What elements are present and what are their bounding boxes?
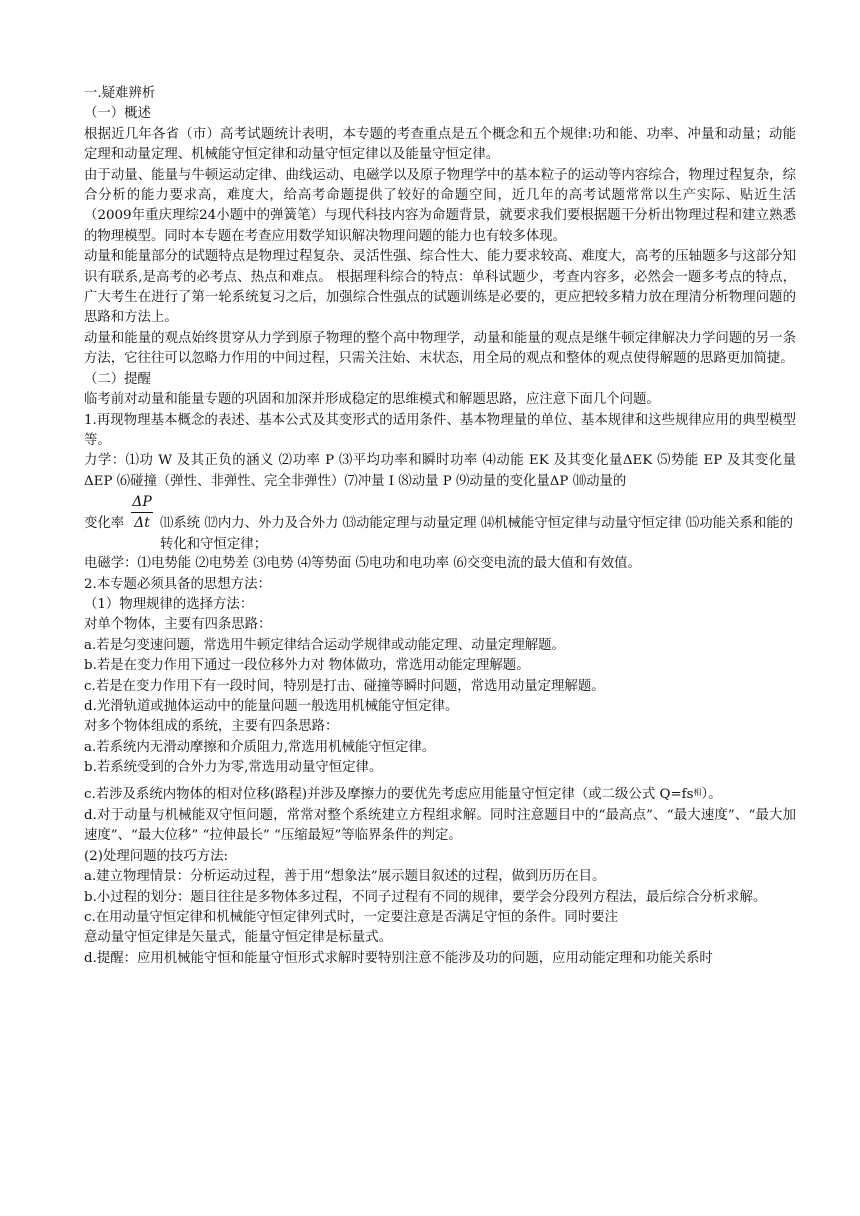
subscript: 相 (693, 787, 702, 797)
list-item: b.若系统受到的合外力为零,常选用动量守恒定律。 (84, 760, 383, 776)
paragraph: 由于动量、能量与牛顿运动定律、曲线运动、电磁学以及原子物理学中的基本粒子的运动等内容综合，物理过程复杂，综合分析的能力要求高，难度大，给高考命题提供了较好的命题空间，近几年的高考试题常常以生产实际、贴近生活（2009年重庆理综24小题中的弹簧笔）与现代科技内容为命题背景，就要求我们要根据题干分析出物理过程和建立熟悉的物理模型。同时本专题在考查应用数学知识解决物理问题的能力也有较多体现。 (84, 167, 796, 244)
document-page (84, 84, 796, 969)
list-item: a.建立物理情景：分析运动过程，善于用“想象法”展示题目叙述的过程，做到历历在目。 (84, 869, 606, 885)
paragraph: 临考前对动量和能量专题的巩固和加深并形成稳定的思维模式和解题思路，应注意下面几个问题。 (84, 392, 660, 408)
list-item: a.若系统内无滑动摩擦和介质阻力,常选用机械能守恒定律。 (84, 739, 436, 755)
paragraph: （1）物理规律的选择方法： (84, 596, 254, 612)
paragraph-electromagnetism: 电磁学：⑴电势能 ⑵电势差 ⑶电势 ⑷等势面 ⑸电功和电功率 ⑹交变电流的最大值和有效值。 (84, 556, 641, 572)
paragraph: (2)处理问题的技巧方法: (84, 848, 228, 864)
list-item: a.若是匀变速问题，常选用牛顿定律结合运动学规律或动能定理、动量定理解题。 (84, 637, 565, 653)
list-item: d.对于动量与机械能双守恒问题，常常对整个系统建立方程组求解。同时注意题目中的“最高点”、“最大速度”、“最大加速度”、“最大位移” “拉伸最长” “压缩最短”等临界条件的判定。 (84, 808, 796, 844)
paragraph: 1.再现物理基本概念的表述、基本公式及其变形式的适用条件、基本物理量的单位、基本规律和这些规律应用的典型模型等。 (84, 412, 796, 448)
paragraph: 2.本专题必须具备的思想方法： (84, 576, 271, 592)
text-fragment: 变化率 (84, 516, 125, 532)
list-item: c.在用动量守恒定律和机械能守恒定律列式时，一定要注意是否满足守恒的条件。同时要注 (84, 910, 618, 926)
list-item: c.若是在变力作用下有一段时间，特别是打击、碰撞等瞬时问题，常选用动量定理解题。 (84, 678, 605, 694)
paragraph: 动量和能量部分的试题特点是物理过程复杂、灵活性强、综合性大、能力要求较高、难度大，高考的压轴题多与这部分知识有联系,是高考的必考点、热点和难点。 根据理科综合的特点：单科试题少，考查内容多，必然会一题多考点的特点，广大考生在进行了第一轮系统复习之后，加强综合性强点的试题训练是必要的，更应把较多精力放在理清分析物理问题的思路和方法上。 (84, 249, 796, 326)
list-item: 意动量守恒定律是矢量式，能量守恒定律是标量式。 (84, 930, 392, 946)
list-item: d.光滑轨道或抛体运动中的能量问题一般选用机械能守恒定律。 (84, 698, 459, 714)
paragraph: 根据近几年各省（市）高考试题统计表明，本专题的考查重点是五个概念和五个规律:功和能、功率、冲量和动量；动能定理和动量定理、机械能守恒定律和动量守恒定律以及能量守恒定律。 (84, 126, 796, 163)
paragraph-mechanics: 力学：⑴功 W 及其正负的涵义 ⑵功率 P ⑶平均功率和瞬时功率 ⑷动能 EK 及其变化量ΔEK ⑸势能 EP 及其变化量ΔEP ⑹碰撞（弹性、非弹性、完全非弹性）⑺冲量 I ⑻动量 P ⑼动量的变化量ΔP ⑽动量的 (84, 453, 796, 489)
list-item: d.提醒：应用机械能守恒和能量守恒形式求解时要特别注意不能涉及功的问题，应用动能定理和功能关系时 (84, 950, 713, 966)
subsection-heading-reminder: （二）提醒 (84, 371, 151, 387)
list-item (84, 785, 796, 806)
fraction-line (84, 492, 796, 552)
text-fragment: ⑾系统 ⑿内力、外力及合外力 ⒀动能定理与动量定理 ⒁机械能守恒定律与动量守恒定律 ⒂功能关系和能的转化和守恒定律； (160, 516, 793, 552)
text-fragment: c.若涉及系统内物体的相对位移(路程)并涉及摩擦力的要优先考虑应用能量守恒定律（或二级公式 Q=fs (84, 786, 694, 802)
fraction-numerator: ΔP (132, 494, 152, 511)
fraction-delta-p-over-delta-t (130, 492, 154, 533)
subsection-heading-overview: （一）概述 (84, 106, 151, 122)
fraction-denominator: Δt (134, 515, 150, 532)
section-heading: 一.疑难辨析 (84, 86, 156, 101)
paragraph: 动量和能量的观点始终贯穿从力学到原子物理的整个高中物理学，动量和能量的观点是继牛顿定律解决力学问题的另一条方法，它往往可以忽略力作用的中间过程，只需关注始、末状态，用全局的观点和整体的观点使得解题的思路更加简捷。 (84, 330, 796, 367)
paragraph: 对多个物体组成的系统，主要有四条思路： (84, 719, 339, 735)
paragraph: 对单个物体，主要有四条思路： (84, 617, 272, 633)
list-item: b.小过程的划分：题目往往是多物体多过程，不同子过程有不同的规律，要学会分段列方程法，最后综合分析求解。 (84, 889, 767, 905)
text-fragment: ）。 (701, 786, 722, 802)
list-item: b.若是在变力作用下通过一段位移外力对 物体做功，常选用动能定理解题。 (84, 658, 530, 674)
